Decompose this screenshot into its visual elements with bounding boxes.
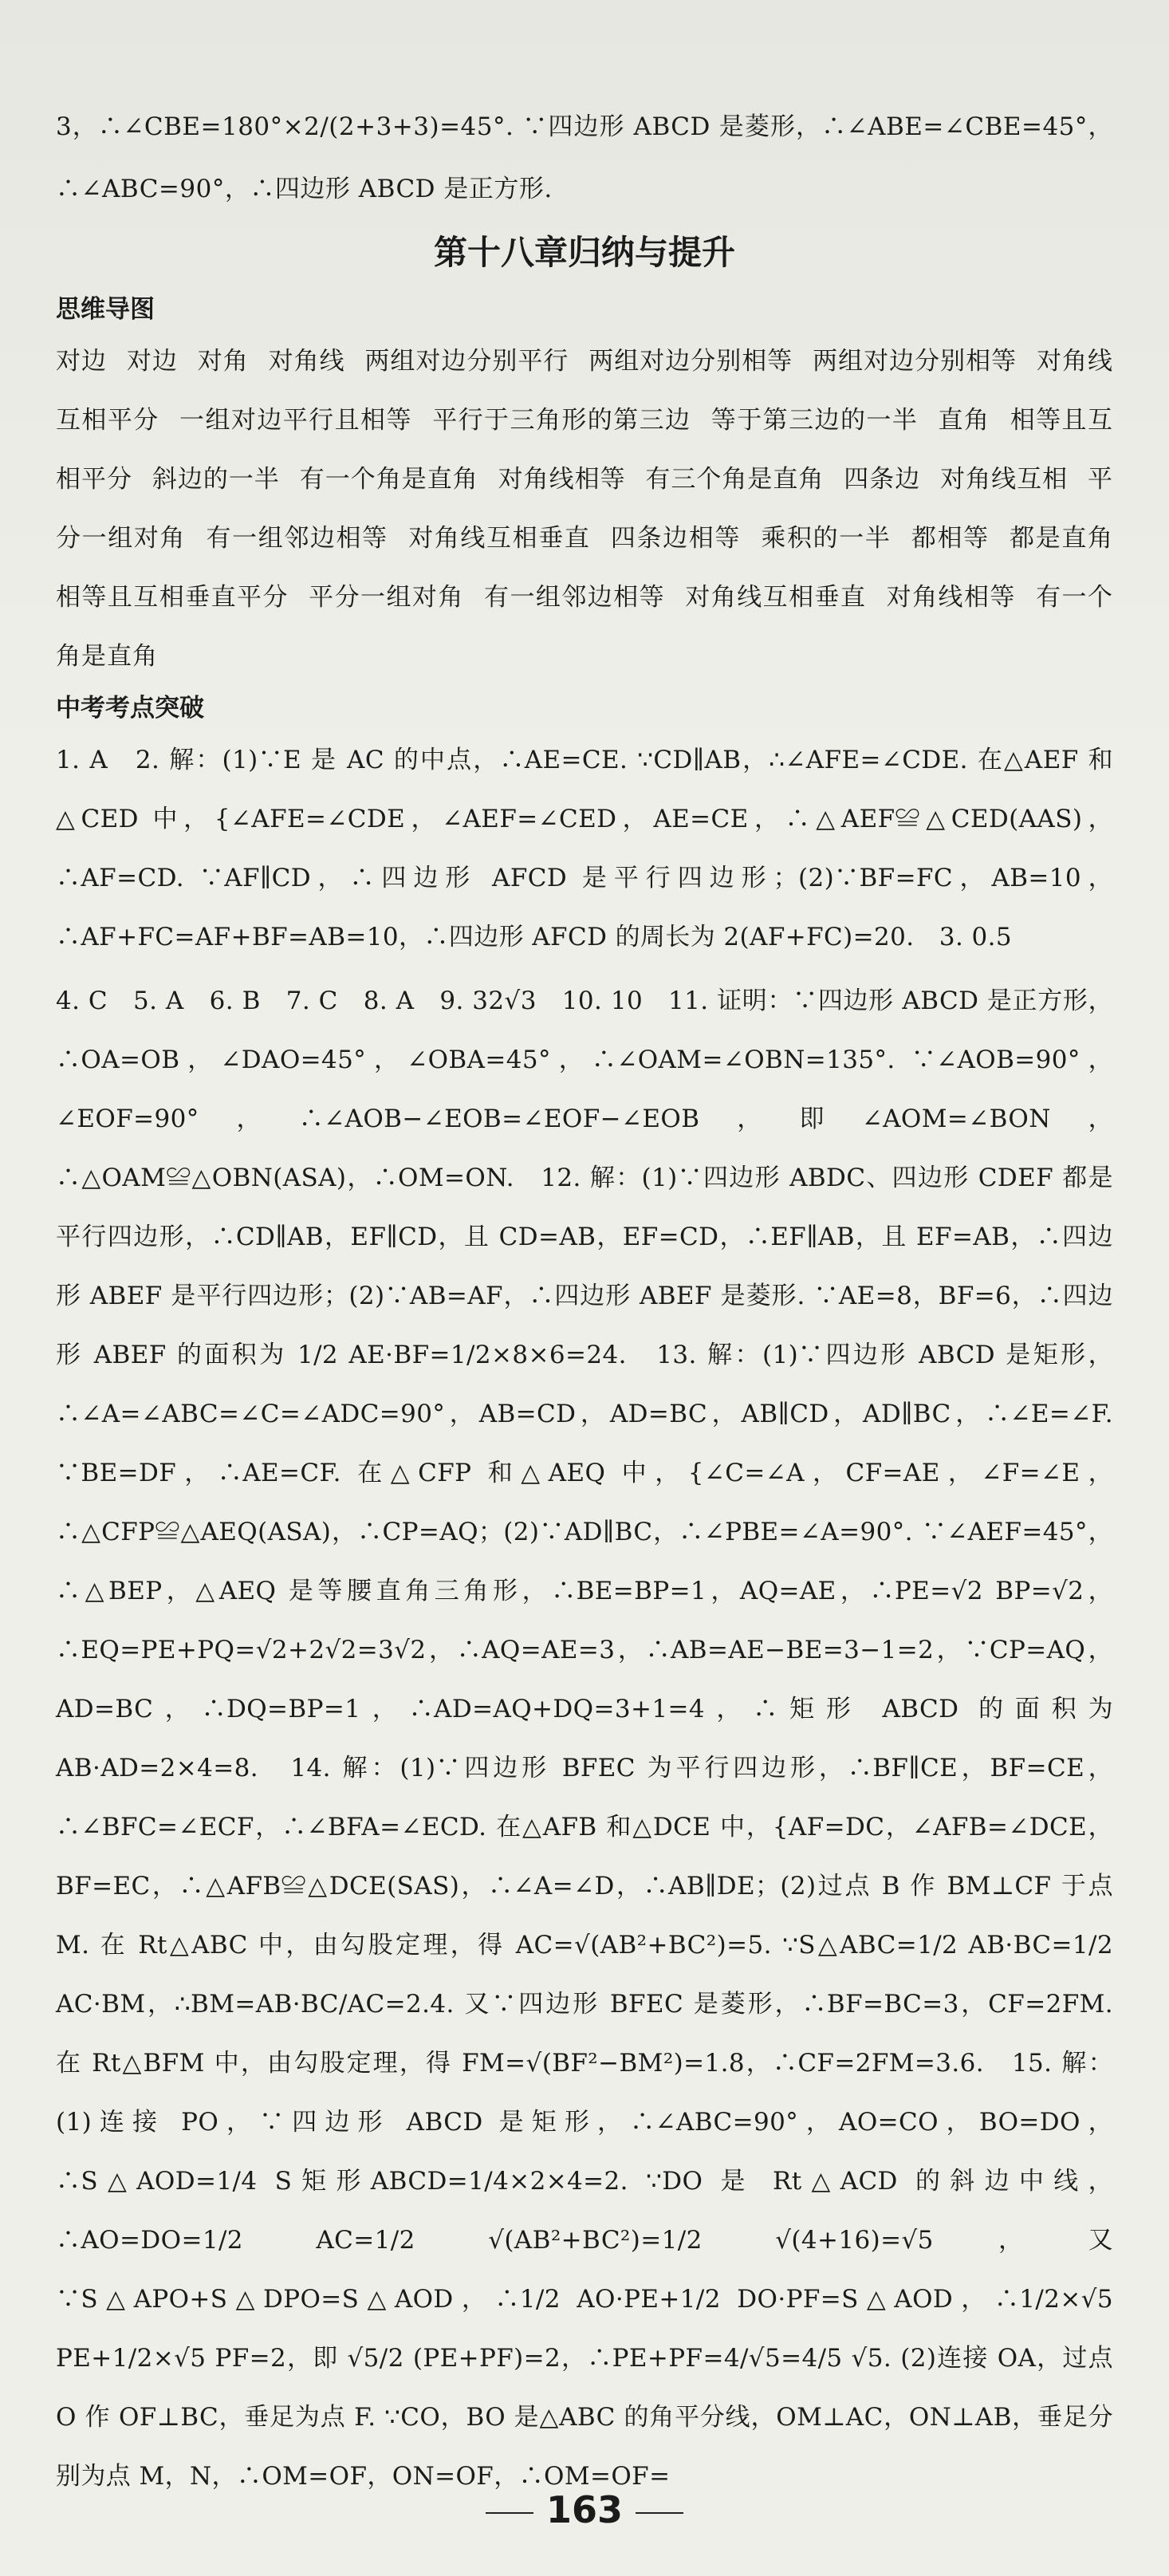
page-number <box>0 2488 1169 2531</box>
chapter-title: 第十八章归纳与提升 <box>433 233 735 272</box>
page-number-dash-right <box>636 2512 683 2514</box>
mind-map-heading: 思维导图 <box>56 295 155 324</box>
page-number-dash-left <box>486 2512 533 2514</box>
mind-map-answers: 对边 对边 对角 对角线 两组对边分别平行 两组对边分别相等 两组对边分别相等 对角线互相平分 一组对边平行且相等 平行于三角形的第三边 等于第三边的一半 直角 相等且互相平分 斜边的一半 有一个角是直角 对角线相等 有三个角是直角 四条边 对角线互相 平分一组对角 有一组邻边相等 对角线互相垂直 四条边相等 乘积的一半 都相等 都是直角 相等且互相垂直平分 平分一组对角 有一组邻边相等 对角线互相垂直 对角线相等 有一个角是直角 <box>56 347 1113 671</box>
exam-answers-part-2: 4. C 5. A 6. B 7. C 8. A 9. 32√3 10. 10 11. 证明：∵四边形 ABCD 是正方形，∴OA=OB，∠DAO=45°，∠OBA=45°，∴∠OAM=∠OBN=135°. ∵∠AOB=90°，∠EOF=90°，∴∠AOB−∠EOB=∠EOF−∠EOB，即∠AOM=∠BON，∴△OAM≌△OBN(ASA)，∴OM=ON. 12. 解：(1)∵四边形 ABDC、四边形 CDEF 都是平行四边形，∴CD∥AB，EF∥CD，且 CD=AB，EF=CD，∴EF∥AB，且 EF=AB，∴四边形 ABEF 是平行四边形；(2)∵AB=AF，∴四边形 ABEF 是菱形. ∵AE=8，BF=6，∴四边形 ABEF 的面积为 1/2 AE·BF=1/2×8×6=24. 13. 解：(1)∵四边形 ABCD 是矩形，∴∠A=∠ABC=∠C=∠ADC=90°，AB=CD，AD=BC，AB∥CD，AD∥BC，∴∠E=∠F. ∵BE=DF，∴AE=CF. 在△CFP 和△AEQ 中，{∠C=∠A，CF=AE，∠F=∠E，∴△CFP≌△AEQ(ASA)，∴CP=AQ；(2)∵AD∥BC，∴∠PBE=∠A=90°. ∵∠AEF=45°，∴△BEP，△AEQ 是等腰直角三角形，∴BE=BP=1，AQ=AE，∴PE=√2 BP=√2，∴EQ=PE+PQ=√2+2√2=3√2，∴AQ=AE=3，∴AB=AE−BE=3−1=2，∵CP=AQ，AD=BC，∴DQ=BP=1，∴AD=AQ+DQ=3+1=4，∴矩形 ABCD 的面积为 AB·AD=2×4=8. 14. 解：(1)∵四边形 BFEC 为平行四边形，∴BF∥CE，BF=CE，∴∠BFC=∠ECF，∴∠BFA=∠ECD. 在△AFB 和△DCE 中，{AF=DC，∠AFB=∠DCE，BF=EC，∴△AFB≌△DCE(SAS)，∴∠A=∠D，∴AB∥DE；(2)过点 B 作 BM⊥CF 于点 M. 在 Rt△ABC 中，由勾股定理，得 AC=√(AB²+BC²)=5. ∵S△ABC=1/2 AB·BC=1/2 AC·BM，∴BM=AB·BC/AC=2.4. 又∵四边形 BFEC 是菱形，∴BF=BC=3，CF=2FM. 在 Rt△BFM 中，由勾股定理，得 FM=√(BF²−BM²)=1.8，∴CF=2FM=3.6. 15. 解：(1)连接 PO，∵四边形 ABCD 是矩形，∴∠ABC=90°，AO=CO，BO=DO，∴S△AOD=1/4 S矩形ABCD=1/4×2×4=2. ∵DO 是 Rt△ACD 的斜边中线，∴AO=DO=1/2 AC=1/2 √(AB²+BC²)=1/2 √(4+16)=√5，又∵S△APO+S△DPO=S△AOD，∴1/2 AO·PE+1/2 DO·PF=S△AOD，∴1/2×√5 PE+1/2×√5 PF=2，即 √5/2 (PE+PF)=2，∴PE+PF=4/√5=4/5 √5. (2)连接 OA，过点 O 作 OF⊥BC，垂足为点 F. ∵CO，BO 是△ABC 的角平分线，OM⊥AC，ON⊥AB，垂足分别为点 M，N，∴OM=OF，ON=OF，∴OM=OF= <box>56 987 1113 2491</box>
page-number-value: 163 <box>545 2488 624 2531</box>
exam-answers-part-1: 1. A 2. 解：(1)∵E 是 AC 的中点，∴AE=CE. ∵CD∥AB，∴∠AFE=∠CDE. 在△AEF 和△CED 中，{∠AFE=∠CDE，∠AEF=∠CED，AE=CE，∴△AEF≌△CED(AAS)，∴AF=CD. ∵AF∥CD，∴四边形 AFCD 是平行四边形；(2)∵BF=FC，AB=10，∴AF+FC=AF+BF=AB=10，∴四边形 AFCD 的周长为 2(AF+FC)=20. 3. 0.5 <box>56 746 1113 951</box>
intro-paragraph: 3，∴∠CBE=180°×2/(2+3+3)=45°. ∵四边形 ABCD 是菱形，∴∠ABE=∠CBE=45°，∴∠ABC=90°，∴四边形 ABCD 是正方形. <box>56 112 1113 203</box>
exam-heading: 中考考点突破 <box>56 694 204 723</box>
